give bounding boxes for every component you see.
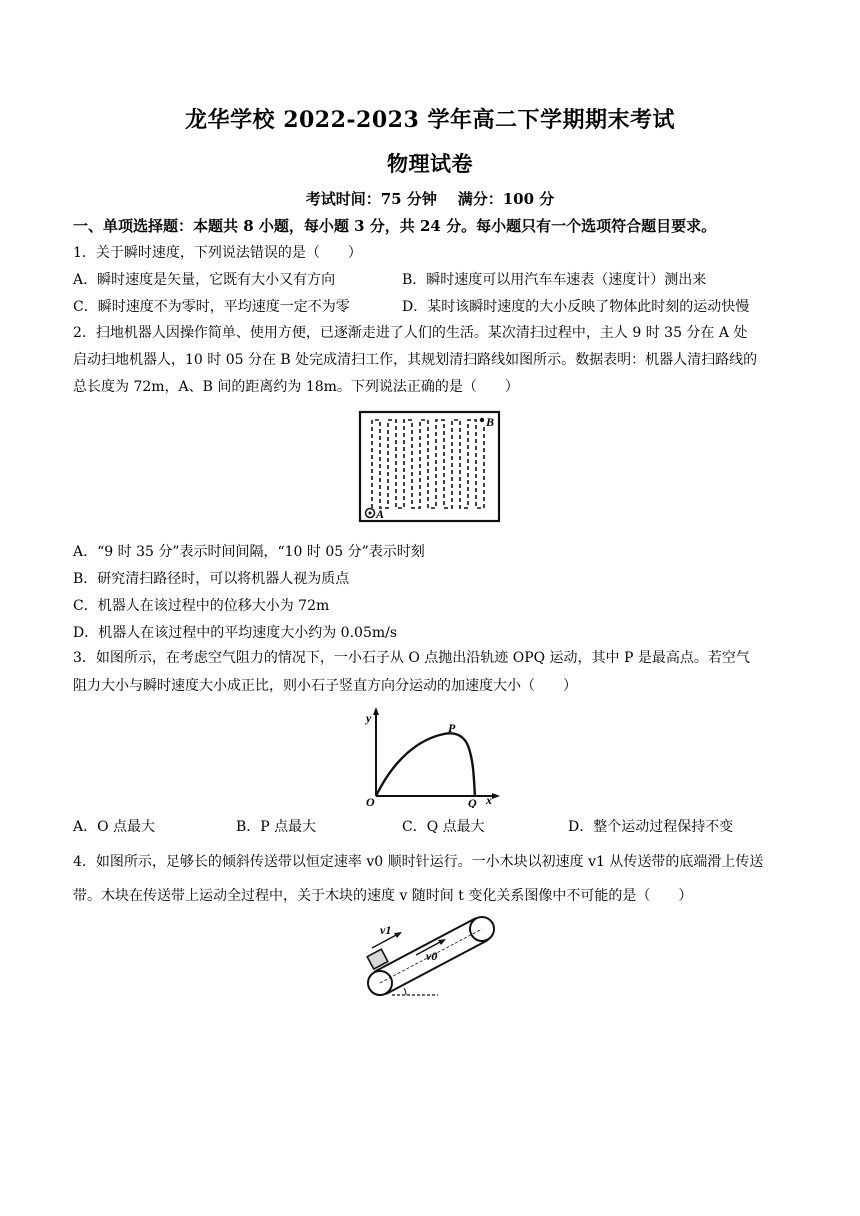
question-2-stem-line-1: 2．扫地机器人因操作简单、使用方便，已逐渐走进了人们的生活。某次清扫过程中，主人 9 时 35 分在 A 处 <box>73 325 748 341</box>
v1-label: v1 <box>380 923 392 937</box>
v0-label: v0 <box>426 949 438 963</box>
point-o-label: O <box>366 795 375 808</box>
question-4-stem-line-2: 带。木块在传送带上运动全过程中，关于木块的速度 v 随时间 t 变化关系图像中不可能的是（ ） <box>73 888 693 904</box>
exam-info: 考试时间：75 分钟 满分：100 分 <box>305 190 555 208</box>
question-2-stem-line-3: 总长度为 72m，A、B 间的距离约为 18m。下列说法正确的是（ ） <box>73 379 519 395</box>
section-heading: 一、单项选择题：本题共 8 小题，每小题 3 分，共 24 分。每小题只有一个选项符合题目要求。 <box>73 217 717 235</box>
point-p-label: P <box>448 721 456 735</box>
q3-option-a: A．O 点最大 <box>73 819 156 835</box>
q2-option-a: A．“9 时 35 分”表示时间间隔，“10 时 05 分”表示时刻 <box>73 544 425 560</box>
point-q-label: Q <box>468 796 477 808</box>
q2-option-b: B．研究清扫路径时，可以将机器人视为质点 <box>73 571 350 587</box>
q2-option-c: C．机器人在该过程中的位移大小为 72m <box>73 598 330 614</box>
cleaning-route-figure <box>358 410 502 524</box>
question-3-stem-line-1: 3．如图所示，在考虑空气阻力的情况下，一小石子从 O 点抛出沿轨迹 OPQ 运动，其中 P 是最高点。若空气 <box>73 650 750 666</box>
q3-option-d: D．整个运动过程保持不变 <box>568 819 734 835</box>
q1-option-c: C．瞬时速度不为零时，平均速度一定不为零 <box>73 299 350 315</box>
q3-option-b: B．P 点最大 <box>236 819 317 835</box>
q2-option-d: D．机器人在该过程中的平均速度大小约为 0.05m/s <box>73 625 398 641</box>
conveyor-belt-figure <box>358 912 508 1004</box>
subject-title: 物理试卷 <box>387 151 473 176</box>
exam-title: 龙华学校 2022-2023 学年高二下学期期末考试 <box>185 107 675 133</box>
question-4-stem-line-1: 4．如图所示，足够长的倾斜传送带以恒定速率 v0 顺时针运行。一小木块以初速度 v1 从传送带的底端滑上传送 <box>73 854 764 870</box>
x-axis-label: x <box>486 793 492 807</box>
question-2-stem-line-2: 启动扫地机器人，10 时 05 分在 B 处完成清扫工作，其规划清扫路线如图所示。数据表明：机器人清扫路线的 <box>73 352 758 368</box>
q3-option-c: C．Q 点最大 <box>402 819 485 835</box>
y-axis-label: y <box>366 711 372 725</box>
point-b-label: B <box>486 415 495 429</box>
trajectory-figure <box>364 704 504 808</box>
question-1-stem: 1．关于瞬时速度，下列说法错误的是（ ） <box>73 245 362 261</box>
q1-option-b: B．瞬时速度可以用汽车车速表（速度计）测出来 <box>402 272 707 288</box>
point-a-label: A <box>376 507 385 521</box>
q1-option-d: D．某时该瞬时速度的大小反映了物体此时刻的运动快慢 <box>402 299 750 315</box>
q1-option-a: A．瞬时速度是矢量，它既有大小又有方向 <box>73 272 336 288</box>
question-3-stem-line-2: 阻力大小与瞬时速度大小成正比，则小石子竖直方向分运动的加速度大小（ ） <box>73 678 577 694</box>
